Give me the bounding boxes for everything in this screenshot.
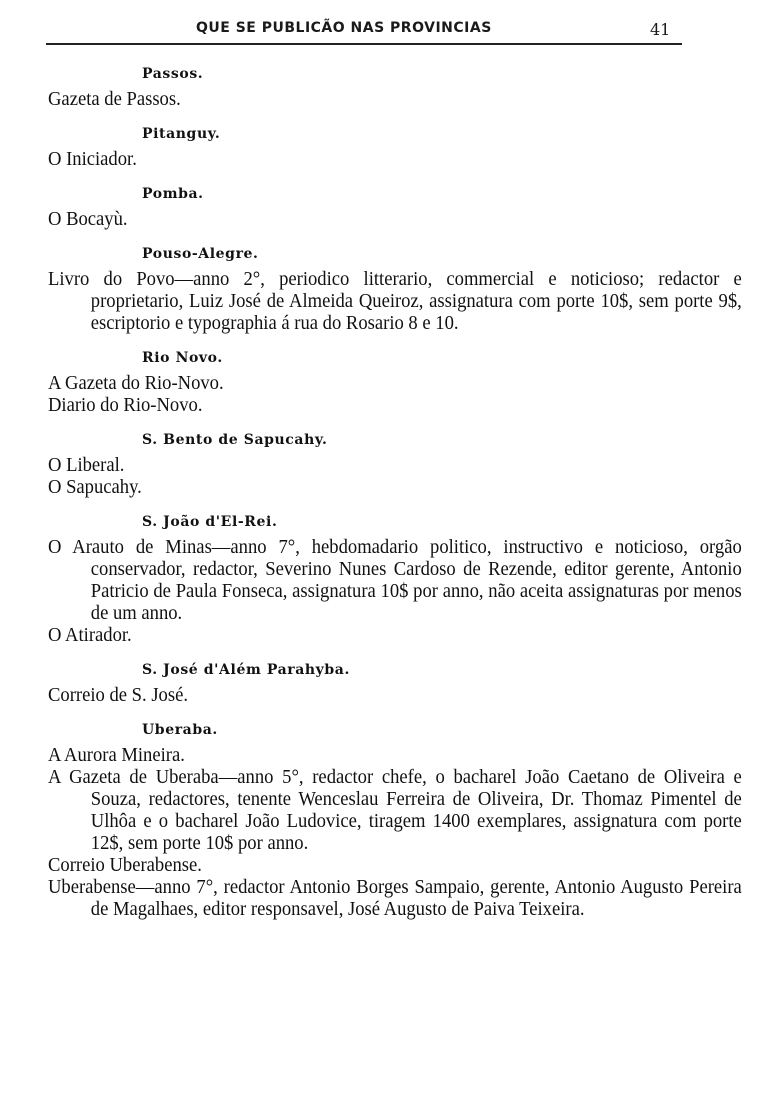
newspaper-entry: Livro do Povo—anno 2°, periodico litterario, commercial e noticioso; redactor e proprietario, Luiz José de Almeida Queiroz, assignatura com porte 10$, sem porte 9$, escriptorio e typographia á rua do Rosario 8 e 10. [48,268,742,334]
newspaper-entry: Correio Uberabense. [48,854,202,876]
newspaper-entry: O Iniciador. [48,148,137,170]
section-pomba [48,180,698,230]
newspaper-entry: A Aurora Mineira. [48,744,185,766]
newspaper-entry: O Sapucahy. [48,476,142,498]
newspaper-entry: Uberabense—anno 7°, redactor Antonio Borges Sampaio, gerente, Antonio Augusto Pereira de Magalhaes, editor responsavel, José Augusto de Paiva Teixeira. [48,876,742,920]
section-heading: Rio Novo. [142,350,223,366]
section-uberaba [48,716,742,920]
section-s-bento-de-sapucahy [48,426,698,498]
section-heading: S. José d'Além Parahyba. [142,662,350,678]
newspaper-entry: A Gazeta de Uberaba—anno 5°, redactor chefe, o bacharel João Caetano de Oliveira e Souza, redactores, tenente Wenceslau Ferreira de Oliveira, Dr. Thomaz Pimentel de Ulhôa e o bacharel João Ludovice, tiragem 1400 exemplares, assignatura com porte 12$, sem porte 10$ por anno. [48,766,742,854]
section-s-jose-dalem-parahyba [48,656,698,706]
section-passos [48,60,698,110]
section-heading: Pomba. [142,186,204,202]
newspaper-entry: O Liberal. [48,454,125,476]
newspaper-entry: O Atirador. [48,624,132,646]
section-s-joao-del-rei [48,508,742,646]
section-pitanguy [48,120,698,170]
section-heading: Passos. [142,66,204,82]
section-rio-novo [48,344,698,416]
newspaper-entry: Correio de S. José. [48,684,189,706]
section-heading: Uberaba. [142,722,218,738]
section-heading: S. João d'El-Rei. [142,514,278,530]
header-rule [46,43,682,45]
newspaper-entry: Gazeta de Passos. [48,88,181,110]
section-heading: Pouso-Alegre. [142,246,259,262]
newspaper-entry: O Arauto de Minas—anno 7°, hebdomadario politico, instructivo e noticioso, orgão conservador, redactor, Severino Nunes Cardoso de Rezende, editor gerente, Antonio Patricio de Paula Fonseca, assignatura 10$ por anno, não aceita assignaturas por menos de um anno. [48,536,742,624]
newspaper-entry: O Bocayù. [48,208,128,230]
running-title: QUE SE PUBLICÃO NAS PROVINCIAS [196,20,492,36]
page-number: 41 [650,20,671,39]
newspaper-entry: Diario do Rio-Novo. [48,394,203,416]
section-pouso-alegre [48,240,742,334]
running-head [0,18,757,42]
section-heading: S. Bento de Sapucahy. [142,432,328,448]
newspaper-entry: A Gazeta do Rio-Novo. [48,372,224,394]
directory-listing [48,60,742,920]
section-heading: Pitanguy. [142,126,221,142]
